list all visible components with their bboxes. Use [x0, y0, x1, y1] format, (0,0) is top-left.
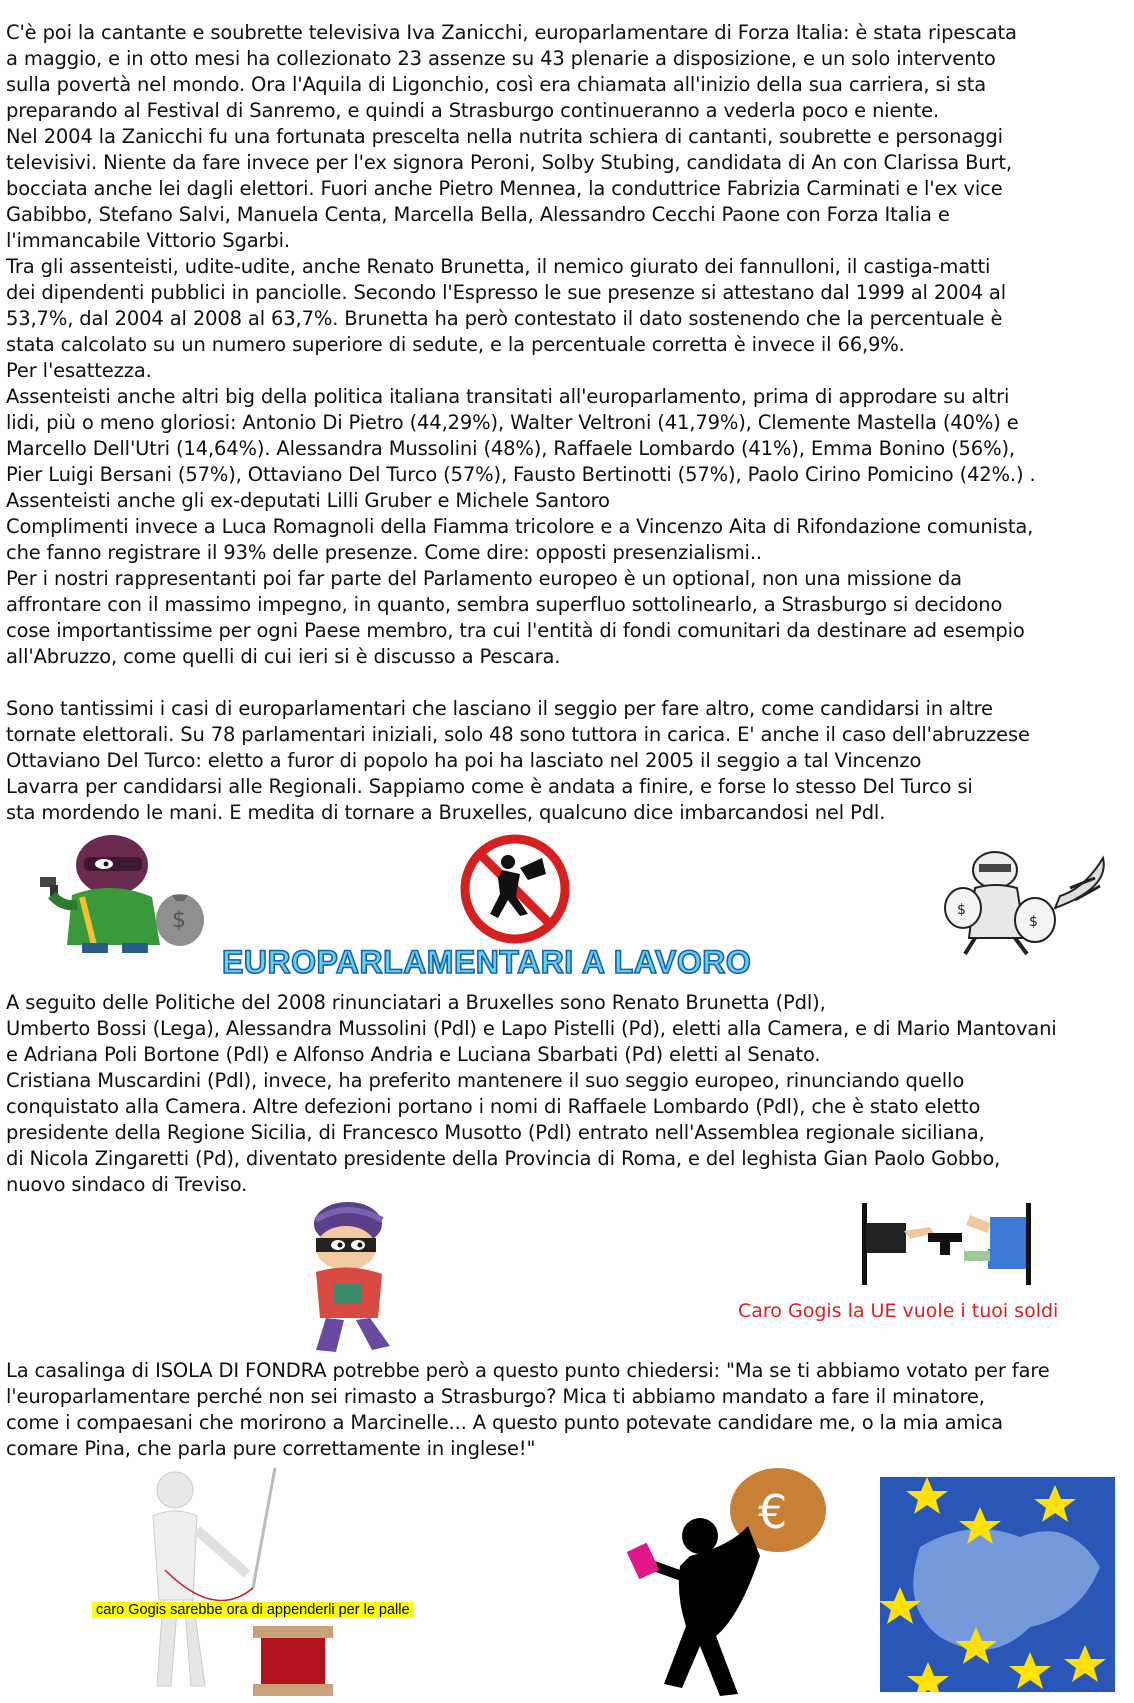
article-section-2 — [6, 990, 1131, 1198]
section1-line: Pier Luigi Bersani (57%), Ottaviano Del Turco (57%), Fausto Bertinotti (57%), Paolo Cirino Pomicino (42%.) . — [6, 463, 1036, 486]
masked-thief-illustration — [22, 835, 207, 955]
euro-thief-silhouette-illustration — [620, 1466, 830, 1700]
section1-line: Nel 2004 la Zanicchi fu una fortunata prescelta nella nutrita schiera di cantanti, soubrette e personaggi — [6, 125, 1003, 148]
section1-line: Assenteisti anche altri big della politica italiana transitati all'europarlamento, prima di approdare su altri — [6, 385, 1010, 408]
section1-line: preparando al Festival di Sanremo, e quindi a Strasburgo continueranno a vederla poco e niente. — [6, 99, 939, 122]
section1-line: Complimenti invece a Luca Romagnoli della Fiamma tricolore e a Vincenzo Aita di Rifondazione comunista, — [6, 515, 1034, 538]
section3-line: l'europarlamentare perché non sei rimasto a Strasburgo? Mica ti abbiamo mandato a fare il minatore, — [6, 1385, 985, 1408]
raccoon-thief-illustration — [935, 848, 1115, 956]
svg-text:$: $ — [957, 902, 966, 918]
section1-line: bocciata anche lei dagli elettori. Fuori anche Pietro Mennea, la conduttrice Fabrizia Carminati e l'ex vice — [6, 177, 1003, 200]
red-caption: Caro Gogis la UE vuole i tuoi soldi — [738, 1300, 1059, 1322]
section1-line: Per l'esattezza. — [6, 359, 152, 382]
section1-line: C'è poi la cantante e soubrette televisiva Iva Zanicchi, europarlamentare di Forza Italia: è stata ripescata — [6, 21, 1017, 44]
section1-line: l'immancabile Vittorio Sgarbi. — [6, 229, 290, 252]
svg-text:$: $ — [172, 908, 186, 933]
section2-line: A seguito delle Politiche del 2008 rinunciatari a Bruxelles sono Renato Brunetta (Pdl), — [6, 991, 826, 1014]
section2-line: conquistato alla Camera. Altre defezioni portano i nomi di Raffaele Lombardo (Pdl), che è stato eletto — [6, 1095, 981, 1118]
section1-line: cose importantissime per ogni Paese membro, tra cui l'entità di fondi comunitari da destinare ad esempio — [6, 619, 1025, 642]
section1-line: Assenteisti anche gli ex-deputati Lilli Gruber e Michele Santoro — [6, 489, 610, 512]
section1-line: Sono tantissimi i casi di europarlamentari che lasciano il seggio per fare altro, come candidarsi in altre — [6, 697, 993, 720]
no-thief-sign-icon — [458, 834, 573, 944]
section1-line: Marcello Dell'Utri (14,64%). Alessandra Mussolini (48%), Raffaele Lombardo (41%), Emma Bonino (56%), — [6, 437, 1015, 460]
section3-line: come i compaesani che morirono a Marcinelle... A questo punto potevate candidare me, o la mia amica — [6, 1411, 1003, 1434]
section3-line: comare Pina, che parla pure correttamente in inglese!" — [6, 1437, 536, 1460]
section1-line: Lavarra per candidarsi alle Regionali. Sappiamo come è andata a finire, e forse lo stesso Del Turco si — [6, 775, 973, 798]
section1-line: 53,7%, dal 2004 al 2008 al 63,7%. Brunetta ha però contestato il dato sostenendo che la percentuale è — [6, 307, 1003, 330]
section2-line: Umberto Bossi (Lega), Alessandra Mussolini (Pdl) e Lapo Pistelli (Pd), eletti alla Camera, e di Mario Mantovani — [6, 1017, 1057, 1040]
section1-line: stata calcolato su un numero superiore di sedute, e la percentuale corretta è invece il 66,9%. — [6, 333, 905, 356]
section2-line: di Nicola Zingaretti (Pd), diventato presidente della Provincia di Roma, e del leghista Gian Paolo Gobbo, — [6, 1147, 1001, 1170]
section1-line: a maggio, e in otto mesi ha collezionato 23 assenze su 43 plenarie a disposizione, e un solo intervento — [6, 47, 996, 70]
article-section-1 — [6, 20, 1131, 826]
article-section-3 — [6, 1358, 1131, 1462]
section1-line: all'Abruzzo, come quelli di cui ieri si è discusso a Pescara. — [6, 645, 561, 668]
section1-line: lidi, più o meno gloriosi: Antonio Di Pietro (44,29%), Walter Veltroni (41,79%), Clemente Mastella (40%) e — [6, 411, 1019, 434]
banner-title: EUROPARLAMENTARI A LAVORO — [222, 944, 752, 980]
section2-line: Cristiana Muscardini (Pdl), invece, ha preferito mantenere il suo seggio europeo, rinunciando quello — [6, 1069, 965, 1092]
section1-line: che fanno registrare il 93% delle presenze. Come dire: opposti presenzialismi.. — [6, 541, 762, 564]
section1-line: tornate elettorali. Su 78 parlamentari iniziali, solo 48 sono tuttora in carica. E' anche il caso dell'abruzzese — [6, 723, 1030, 746]
yellow-caption: caro Gogis sarebbe ora di appenderli per le palle — [92, 1602, 414, 1618]
svg-text:$: $ — [1029, 914, 1038, 930]
gun-robbery-illustration — [860, 1203, 1035, 1285]
section2-line: nuovo sindaco di Treviso. — [6, 1173, 248, 1196]
eu-flag-map-illustration — [880, 1477, 1115, 1692]
section3-line: La casalinga di ISOLA DI FONDRA potrebbe però a questo punto chiedersi: "Ma se ti abbiamo votato per fare — [6, 1359, 1050, 1382]
euro-symbol: € — [758, 1485, 788, 1539]
section1-line: Per i nostri rappresentanti poi far parte del Parlamento europeo è un optional, non una missione da — [6, 567, 962, 590]
section1-line: dei dipendenti pubblici in panciolle. Secondo l'Espresso le sue presenze si attestano dal 1999 al 2004 al — [6, 281, 1006, 304]
burglar-cartoon-illustration — [286, 1200, 416, 1358]
needle-thread-figure-illustration — [135, 1460, 375, 1700]
section1-line: Tra gli assenteisti, udite-udite, anche Renato Brunetta, il nemico giurato dei fannulloni, il castiga-matti — [6, 255, 991, 278]
section1-line: Ottaviano Del Turco: eletto a furor di popolo ha poi ha lasciato nel 2005 il seggio a tal Vincenzo — [6, 749, 922, 772]
section1-line: affrontare con il massimo impegno, in quanto, sembra superfluo sottolinearlo, a Strasburgo si decidono — [6, 593, 1003, 616]
section1-line: televisivi. Niente da fare invece per l'ex signora Peroni, Solby Stubing, candidata di An con Clarissa Burt, — [6, 151, 1012, 174]
section2-line: e Adriana Poli Bortone (Pdl) e Alfonso Andria e Luciana Sbarbati (Pd) eletti al Senato. — [6, 1043, 821, 1066]
section2-line: presidente della Regione Sicilia, di Francesco Musotto (Pdl) entrato nell'Assemblea regionale siciliana, — [6, 1121, 985, 1144]
section1-line: Gabibbo, Stefano Salvi, Manuela Centa, Marcella Bella, Alessandro Cecchi Paone con Forza Italia e — [6, 203, 950, 226]
section1-line: sulla povertà nel mondo. Ora l'Aquila di Ligonchio, così era chiamata all'inizio della sua carriera, si sta — [6, 73, 987, 96]
section1-line — [6, 670, 1131, 696]
section1-line: sta mordendo le mani. E medita di tornare a Bruxelles, qualcuno dice imbarcandosi nel Pdl. — [6, 801, 886, 824]
